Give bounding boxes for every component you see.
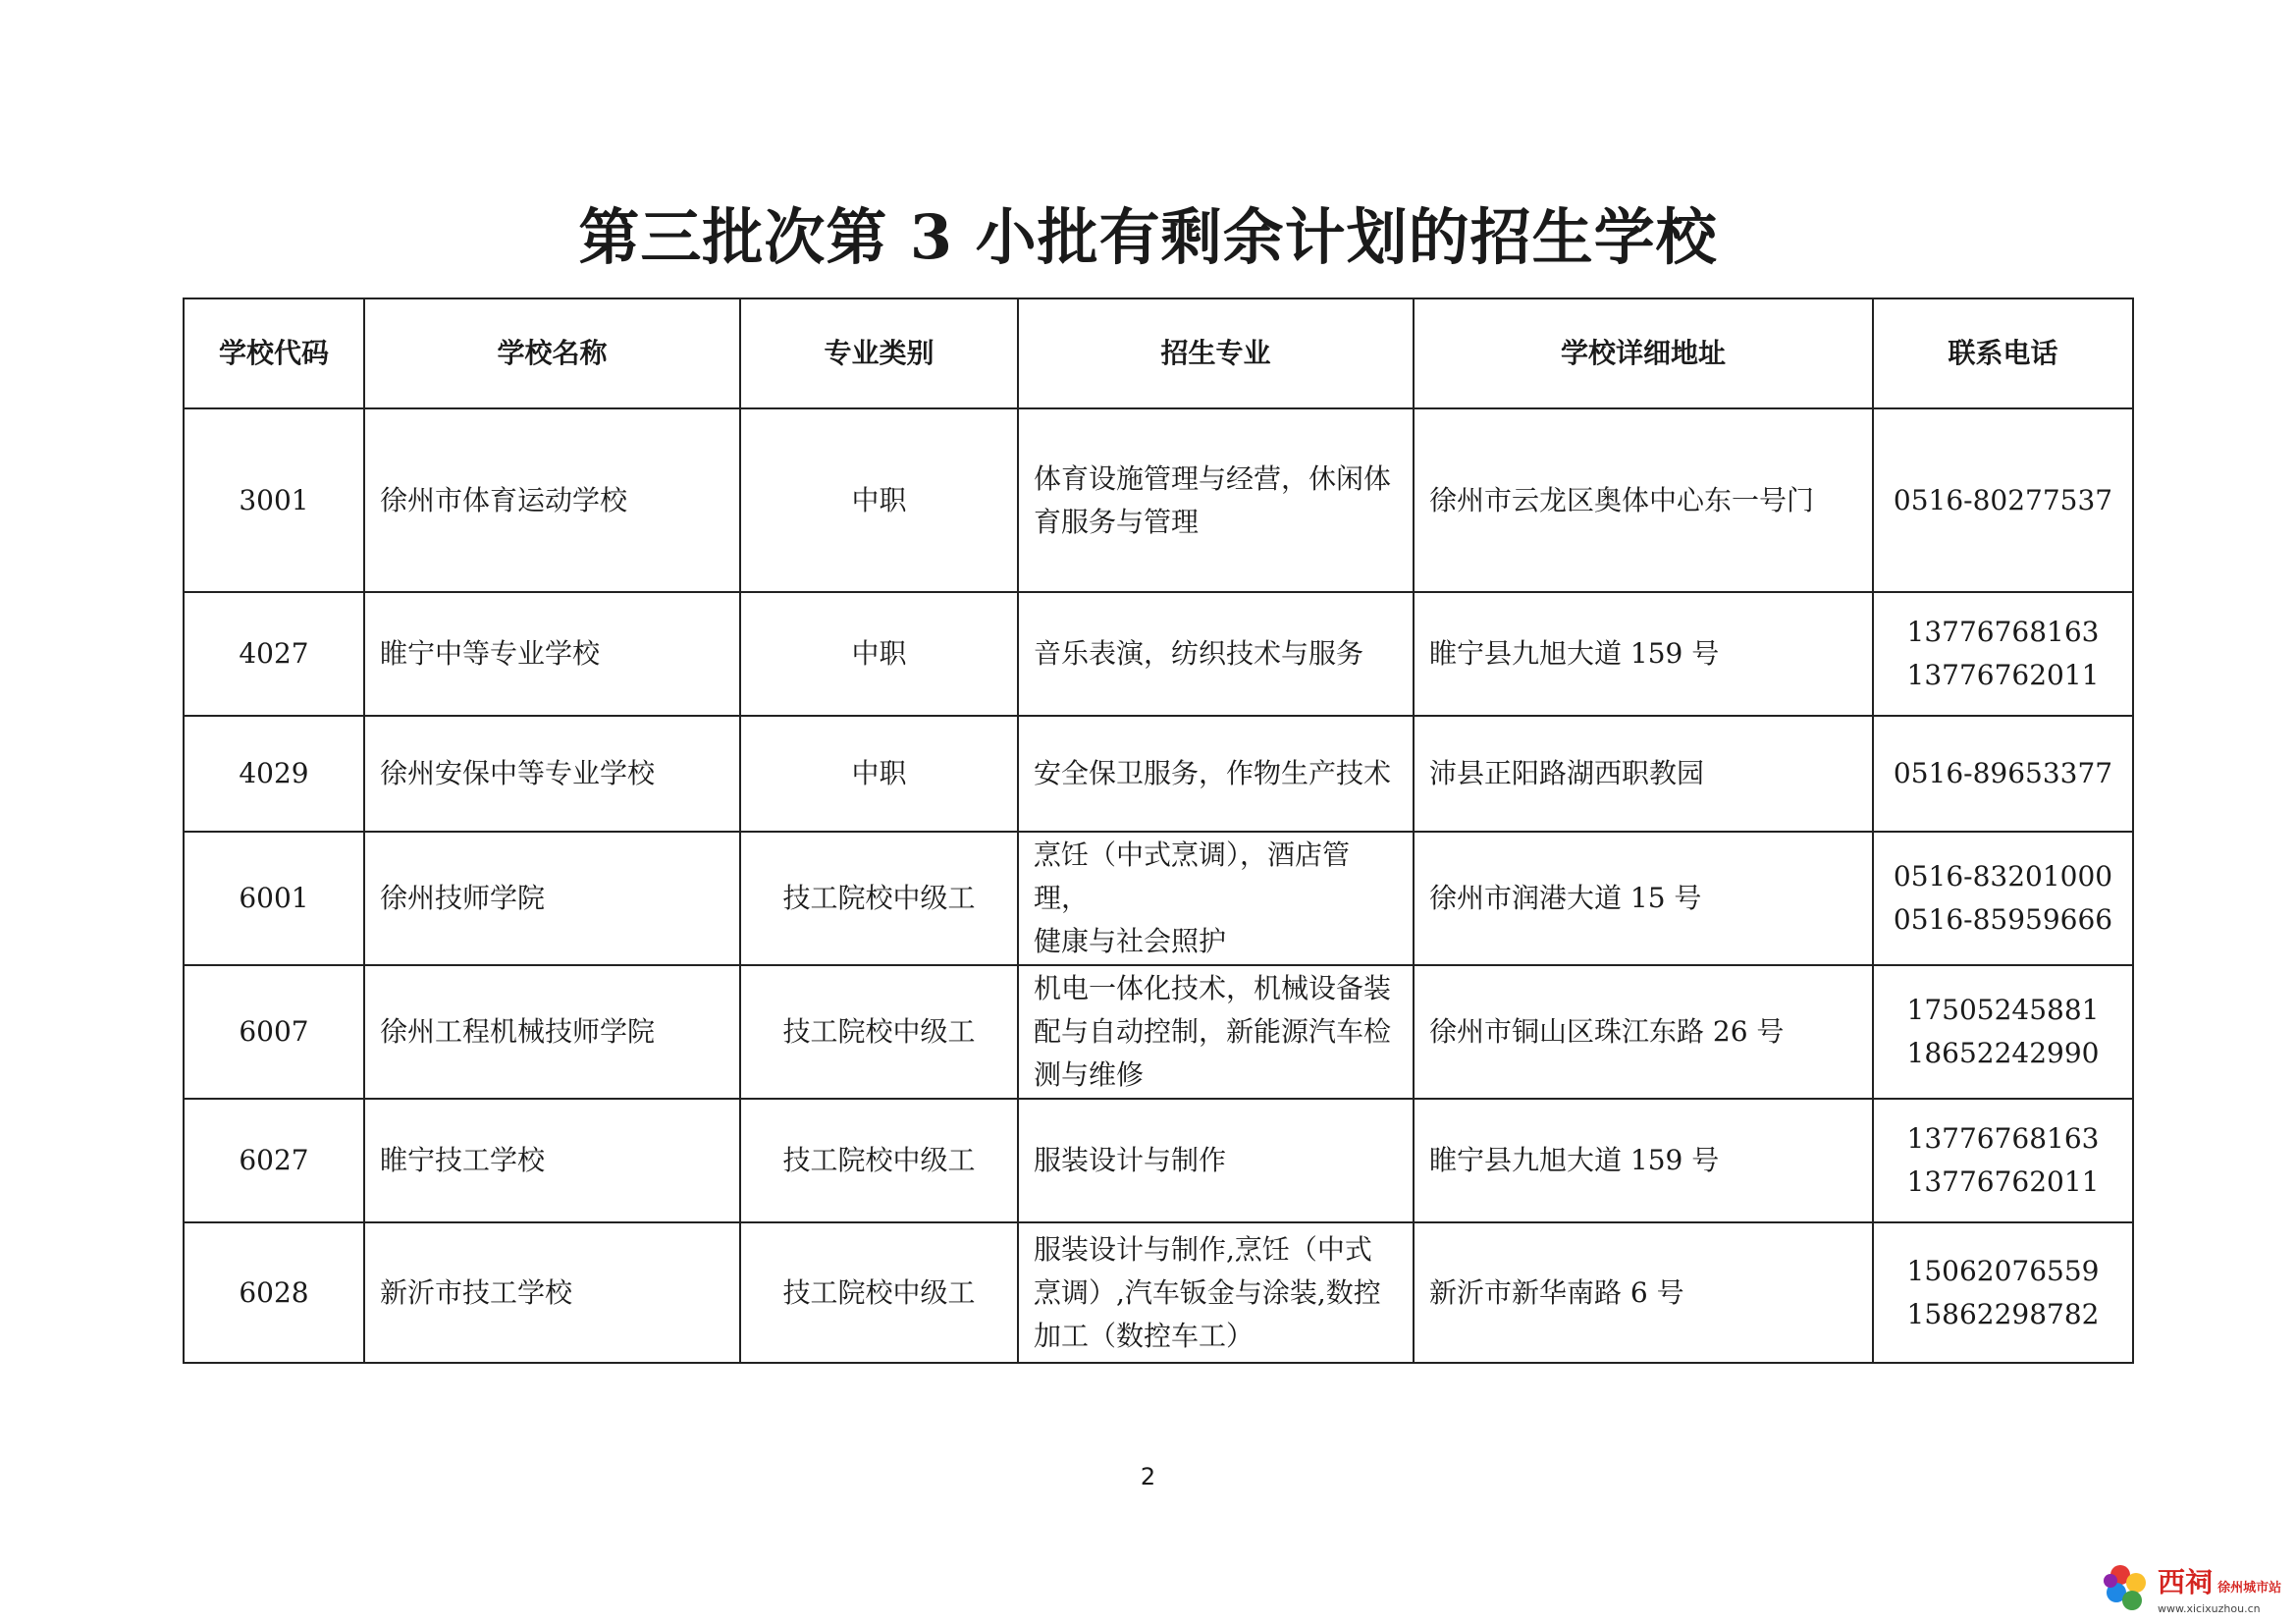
category: 技工院校中级工 <box>740 965 1018 1099</box>
school-code: 6001 <box>184 832 364 965</box>
majors-line: 烹饪（中式烹调），酒店管理， <box>1034 839 1351 914</box>
phone-number: 13776768163 <box>1906 616 2100 648</box>
phone <box>1873 408 2133 592</box>
phone <box>1873 832 2133 965</box>
school-name: 新沂市技工学校 <box>364 1222 740 1363</box>
phone <box>1873 716 2133 832</box>
address: 睢宁县九旭大道 159 号 <box>1414 592 1873 716</box>
phone-number: 15862298782 <box>1906 1297 2100 1330</box>
school-name: 徐州工程机械技师学院 <box>364 965 740 1099</box>
phone-number: 0516-85959666 <box>1893 903 2113 936</box>
phone-number: 15062076559 <box>1906 1254 2100 1287</box>
majors-line: 音乐表演，纺织技术与服务 <box>1034 637 1364 670</box>
header-address: 学校详细地址 <box>1414 298 1873 408</box>
watermark-text <box>2158 1561 2281 1615</box>
address: 徐州市铜山区珠江东路 26 号 <box>1414 965 1873 1099</box>
majors-line: 育服务与管理 <box>1034 505 1200 538</box>
majors <box>1018 965 1414 1099</box>
majors-line: 安全保卫服务，作物生产技术 <box>1034 757 1392 789</box>
majors-line: 配与自动控制，新能源汽车检 <box>1034 1015 1392 1048</box>
phone-number: 17505245881 <box>1906 994 2100 1026</box>
phone-number: 0516-80277537 <box>1893 483 2113 516</box>
phone-number: 18652242990 <box>1906 1037 2100 1069</box>
majors-line: 健康与社会照护 <box>1034 925 1227 957</box>
watermark-logo <box>2101 1561 2287 1615</box>
category: 技工院校中级工 <box>740 1222 1018 1363</box>
header-school-code: 学校代码 <box>184 298 364 408</box>
majors <box>1018 1099 1414 1222</box>
majors <box>1018 716 1414 832</box>
watermark-url: www.xicixuzhou.cn <box>2158 1602 2261 1615</box>
header-phone: 联系电话 <box>1873 298 2133 408</box>
majors-line: 服装设计与制作,烹饪（中式 <box>1034 1232 1372 1266</box>
header-category: 专业类别 <box>740 298 1018 408</box>
majors <box>1018 832 1414 965</box>
majors <box>1018 592 1414 716</box>
table-row <box>184 408 2133 592</box>
address: 徐州市云龙区奥体中心东一号门 <box>1414 408 1873 592</box>
phone <box>1873 965 2133 1099</box>
majors-line: 体育设施管理与经营，休闲体 <box>1034 461 1392 495</box>
school-name: 睢宁中等专业学校 <box>364 592 740 716</box>
school-name: 徐州安保中等专业学校 <box>364 716 740 832</box>
page-title: 第三批次第 3 小批有剩余计划的招生学校 <box>578 201 1718 273</box>
page-number: 2 <box>1140 1463 1156 1490</box>
category: 中职 <box>740 408 1018 592</box>
table-row <box>184 1222 2133 1363</box>
phone <box>1873 1099 2133 1222</box>
category: 中职 <box>740 592 1018 716</box>
phone <box>1873 592 2133 716</box>
address: 沛县正阳路湖西职教园 <box>1414 716 1873 832</box>
header-majors: 招生专业 <box>1018 298 1414 408</box>
school-code: 6028 <box>184 1222 364 1363</box>
table-header-row <box>184 298 2133 408</box>
table-row <box>184 832 2133 965</box>
phone-number: 0516-83201000 <box>1893 860 2113 893</box>
school-code: 6027 <box>184 1099 364 1222</box>
address: 睢宁县九旭大道 159 号 <box>1414 1099 1873 1222</box>
category: 技工院校中级工 <box>740 1099 1018 1222</box>
phone <box>1873 1222 2133 1363</box>
schools-table <box>183 298 2134 1364</box>
school-code: 4029 <box>184 716 364 832</box>
header-school-name: 学校名称 <box>364 298 740 408</box>
school-name: 徐州技师学院 <box>364 832 740 965</box>
table-row <box>184 592 2133 716</box>
majors-line: 烹调）,汽车钣金与涂装,数控 <box>1034 1275 1381 1309</box>
address: 徐州市润港大道 15 号 <box>1414 832 1873 965</box>
table-row <box>184 965 2133 1099</box>
phone-number: 13776762011 <box>1906 659 2100 691</box>
category: 技工院校中级工 <box>740 832 1018 965</box>
school-name: 徐州市体育运动学校 <box>364 408 740 592</box>
table-row <box>184 1099 2133 1222</box>
majors-line: 测与维修 <box>1034 1058 1145 1091</box>
school-code: 6007 <box>184 965 364 1099</box>
majors <box>1018 408 1414 592</box>
watermark-brand: 西祠 <box>2158 1566 2214 1598</box>
school-code: 4027 <box>184 592 364 716</box>
majors-line: 加工（数控车工） <box>1034 1319 1255 1352</box>
watermark-sub: 徐州城市站 <box>2217 1581 2282 1596</box>
phone-number: 13776762011 <box>1906 1165 2100 1198</box>
majors-line: 机电一体化技术，机械设备装 <box>1034 972 1392 1004</box>
majors <box>1018 1222 1414 1363</box>
address: 新沂市新华南路 6 号 <box>1414 1222 1873 1363</box>
majors-line: 服装设计与制作 <box>1034 1144 1227 1176</box>
category: 中职 <box>740 716 1018 832</box>
school-name: 睢宁技工学校 <box>364 1099 740 1222</box>
phone-number: 13776768163 <box>1906 1122 2100 1155</box>
pinwheel-icon <box>2101 1561 2156 1612</box>
school-code: 3001 <box>184 408 364 592</box>
table-row <box>184 716 2133 832</box>
phone-number: 0516-89653377 <box>1893 757 2113 789</box>
